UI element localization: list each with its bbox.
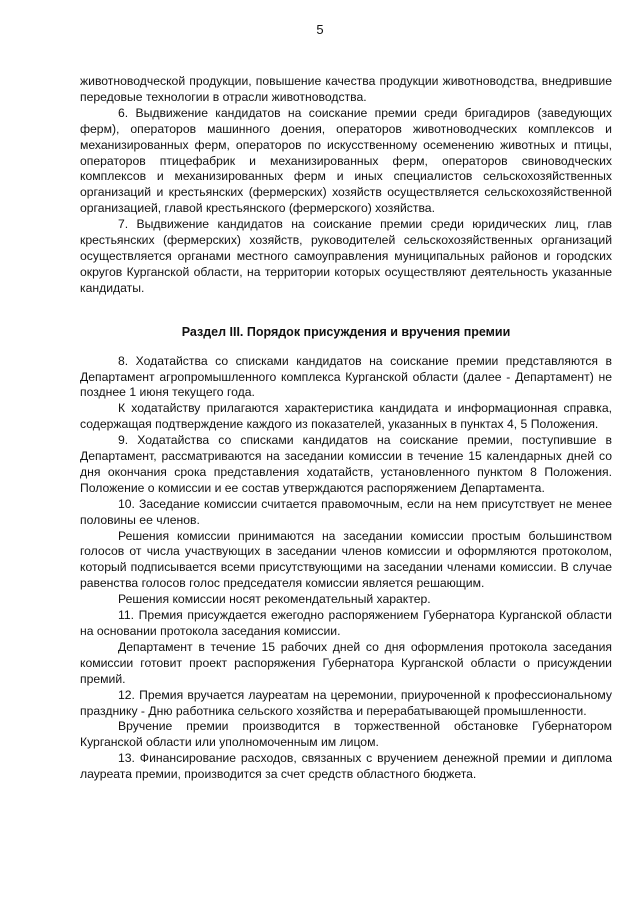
paragraph-item-7: 7. Выдвижение кандидатов на соискание премии среди юридических лиц, глав крестьянских (фермерских) хозяйств, руководителей сельскохозяйственных организаций осуществляется органами местного самоуправления муниципальных районов и городских округов Курганской области, на территории которых осуществляют деятельность указанные кандидаты. [80,217,612,295]
paragraph-item-13: 13. Финансирование расходов, связанных с вручением денежной премии и диплома лауреата премии, производится за счет средств областного бюджета. [80,751,612,782]
paragraph-item-6: 6. Выдвижение кандидатов на соискание премии среди бригадиров (заведующих ферм), операторов машинного доения, операторов животноводческих комплексов и механизированных ферм, операторов по искусственному осеменению животных и птицы, операторов птицефабрик и механизированных ферм, операторов свиноводческих комплексов и механизированных ферм и иных специалистов сельскохозяйственных организаций и крестьянских (фермерских) хозяйств осуществляется сельскохозяйственной организацией, главой крестьянского (фермерского) хозяйства. [80,105,612,216]
paragraph-item-10: 10. Заседание комиссии считается правомочным, если на нем присутствует не менее половины ее членов. [80,496,612,527]
paragraph-item-11-department: Департамент в течение 15 рабочих дней со дня оформления протокола заседания комиссии готовит проект распоряжения Губернатора Курганской области о присуждении премий. [80,639,612,686]
spacer [80,341,612,354]
paragraph-continuation: животноводческой продукции, повышение качества продукции животноводства, внедрившие передовые технологии в отрасли животноводства. [80,74,612,104]
paragraph-item-12-ceremony: Вручение премии производится в торжественной обстановке Губернатором Курганской области или уполномоченным им лицом. [80,719,612,750]
paragraph-item-12: 12. Премия вручается лауреатам на церемонии, приуроченной к профессиональному празднику - Дню работника сельского хозяйства и перерабатывающей промышленности. [80,687,612,718]
page-number: 5 [316,22,324,37]
document-body [80,74,612,783]
paragraph-item-8-attachment: К ходатайству прилагаются характеристика кандидата и информационная справка, содержащая подтверждение каждого из показателей, указанных в пунктах 4, 5 Положения. [80,401,612,432]
paragraph-item-10-decisions: Решения комиссии принимаются на заседании комиссии простым большинством голосов от числа участвующих в заседании членов комиссии и оформляются протоколом, который подписывается всеми присутствующими на заседании членами комиссии. В случае равенства голосов голос председателя комиссии является решающим. [80,528,612,591]
spacer [80,297,612,325]
paragraph-item-11: 11. Премия присуждается ежегодно распоряжением Губернатора Курганской области на основании протокола заседания комиссии. [80,608,612,638]
paragraph-item-9: 9. Ходатайства со списками кандидатов на соискание премии, поступившие в Департамент, рассматриваются на заседании комиссии в течение 15 календарных дней со дня окончания срока представления ходатайств, установленного пунктом 8 Положения. Положение о комиссии и ее состав утверждаются распоряжением Департамента. [80,433,612,495]
paragraph-item-8: 8. Ходатайства со списками кандидатов на соискание премии представляются в Департамент агропромышленного комплекса Курганской области (далее - Департамент) не позднее 1 июня текущего года. [80,353,612,400]
paragraph-item-10-advisory: Решения комиссии носят рекомендательный характер. [118,592,431,607]
section-heading: Раздел III. Порядок присуждения и вручения премии [181,324,511,339]
